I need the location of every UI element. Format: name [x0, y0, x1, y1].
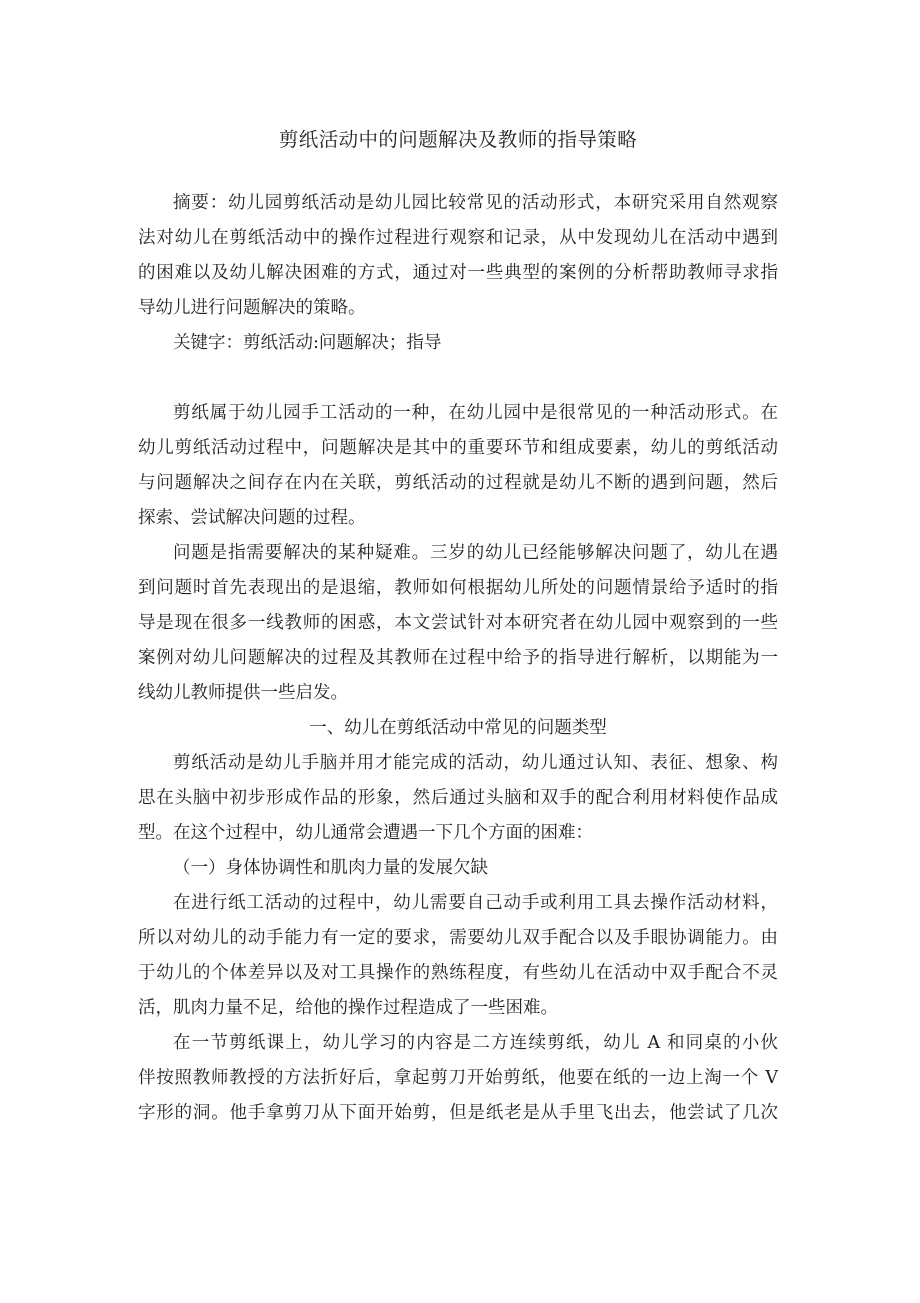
body-line: 思在头脑中初步形成作品的形象，然后通过头脑和双手的配合利用材料使作品成: [138, 787, 778, 808]
keywords-line: 关键字：剪纸活动:问题解决；指导: [173, 332, 442, 353]
body-line: 在进行纸工活动的过程中，幼儿需要自己动手或利用工具去操作活动材料，: [173, 892, 778, 913]
title-spacer: [138, 150, 778, 186]
body-paragraph-1: [138, 396, 778, 536]
body-line: 问题是指需要解决的某种疑难。三岁的幼儿已经能够解决问题了，幼儿在遇: [173, 542, 778, 563]
sub-heading-1: [138, 851, 778, 886]
body-line: 导是现在很多一线教师的困惑，本文尝试针对本研究者在幼儿园中观察到的一些: [138, 612, 778, 633]
document-text-column: [138, 0, 778, 1131]
page-title: 剪纸活动中的问题解决及教师的指导策略: [278, 128, 638, 151]
body-paragraph-2: [138, 536, 778, 711]
body-line: 与问题解决之间存在内在关联，剪纸活动的过程就是幼儿不断的遇到问题，然后: [138, 472, 778, 493]
section-heading-1: [138, 711, 778, 746]
abstract-block: [138, 186, 778, 326]
body-line: 剪纸活动是幼儿手脑并用才能完成的活动，幼儿通过认知、表征、想象、构: [173, 752, 778, 773]
body-line: 剪纸属于幼儿园手工活动的一种，在幼儿园中是很常见的一种活动形式。在: [173, 402, 778, 423]
body-line: 到问题时首先表现出的是退缩，教师如何根据幼儿所处的问题情景给予适时的指: [138, 577, 778, 598]
body-paragraph-4: [138, 886, 778, 1026]
keywords-block: [138, 326, 778, 361]
body-line: 所以对幼儿的动手能力有一定的要求，需要幼儿双手配合以及手眼协调能力。由: [138, 927, 778, 948]
section-heading-text: 一、幼儿在剪纸活动中常见的问题类型: [309, 717, 607, 738]
body-paragraph-5: [138, 1026, 778, 1131]
body-paragraph-3: [138, 746, 778, 851]
body-line: 探索、尝试解决问题的过程。: [138, 507, 366, 528]
abstract-line: 的困难以及幼儿解决困难的方式，通过对一些典型的案例的分析帮助教师寻求指: [138, 262, 778, 283]
abstract-line: 摘要：幼儿园剪纸活动是幼儿园比较常见的活动形式，本研究采用自然观察: [173, 192, 778, 213]
body-line: 于幼儿的个体差异以及对工具操作的熟练程度，有些幼儿在活动中双手配合不灵: [138, 962, 778, 983]
body-line: 型。在这个过程中，幼儿通常会遭遇一下几个方面的困难：: [138, 822, 593, 843]
body-line: 幼儿剪纸活动过程中，问题解决是其中的重要环节和组成要素，幼儿的剪纸活动: [138, 437, 778, 458]
paragraph-gap: [138, 361, 778, 396]
abstract-line: 法对幼儿在剪纸活动中的操作过程进行观察和记录，从中发现幼儿在活动中遇到: [138, 227, 778, 248]
abstract-line: 导幼儿进行问题解决的策略。: [138, 297, 366, 318]
body-line: 伴按照教师教授的方法折好后，拿起剪刀开始剪纸，他要在纸的一边上淘一个 V: [138, 1067, 778, 1088]
sub-heading-text: （一）身体协调性和肌肉力量的发展欠缺: [173, 857, 488, 878]
body-line: 案例对幼儿问题解决的过程及其教师在过程中给予的指导进行解析，以期能为一: [138, 647, 778, 668]
body-line: 字形的洞。他手拿剪刀从下面开始剪，但是纸老是从手里飞出去，他尝试了几次: [138, 1102, 778, 1123]
body-line: 活，肌肉力量不足，给他的操作过程造成了一些困难。: [138, 997, 558, 1018]
body-line: 在一节剪纸课上，幼儿学习的内容是二方连续剪纸，幼儿 A 和同桌的小伙: [173, 1032, 778, 1053]
body-line: 线幼儿教师提供一些启发。: [138, 682, 348, 703]
